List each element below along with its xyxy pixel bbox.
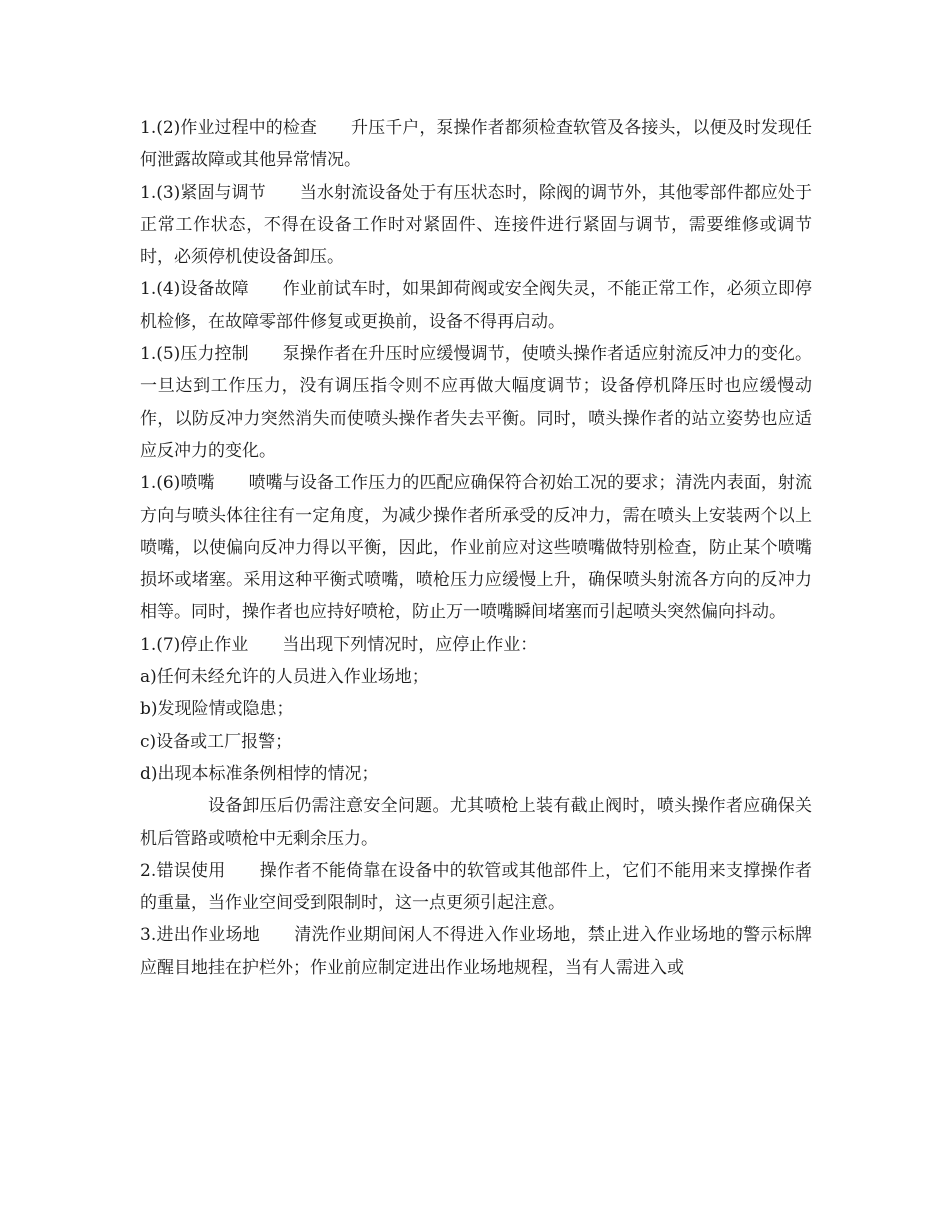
paragraph-heading: 1.(7)停止作业 xyxy=(140,634,249,655)
paragraph-fastening xyxy=(140,177,812,274)
paragraph-text: 作业前试车时，如果卸荷阀或安全阀失灵，不能正常工作，必须立即停机检修，在故障零部件修复或更换前，设备不得再启动。 xyxy=(140,279,813,332)
paragraph-text: 喷嘴与设备工作压力的匹配应确保符合初始工况的要求；清洗内表面，射流方向与喷头体往往有一定角度，为减少操作者所承受的反冲力，需在喷头上安装两个以上喷嘴，以使偏向反冲力得以平衡，因此，作业前应对这些喷嘴做特别检查，防止某个喷嘴损坏或堵塞。采用这种平衡式喷嘴，喷枪压力应缓慢上升，确保喷头射流各方向的反冲力相等。同时，操作者也应持好喷枪，防止万一喷嘴瞬间堵塞而引起喷头突然偏向抖动。 xyxy=(140,473,812,623)
paragraph-text: 当水射流设备处于有压状态时，除阀的调节外，其他零部件都应处于正常工作状态，不得在设备工作时对紧固件、连接件进行紧固与调节，需要维修或调节时，必须停机使设备卸压。 xyxy=(140,182,812,268)
section-text: 操作者不能倚靠在设备中的软管或其他部件上，它们不能用来支撑操作者的重量，当作业空间受到限制时，这一点更须引起注意。 xyxy=(140,860,812,914)
paragraph-heading: 1.(3)紧固与调节 xyxy=(140,182,266,203)
paragraph-note: 设备卸压后仍需注意安全问题。尤其喷枪上装有截止阀时，喷头操作者应确保关机后管路或喷枪中无剩余压力。 xyxy=(140,796,812,849)
list-item: d)出现本标准条例相悖的情况； xyxy=(140,763,379,784)
section-text: 清洗作业期间闲人不得进入作业场地，禁止进入作业场地的警示标牌应醒目地挂在护栏外；作业前应制定进出作业场地规程，当有人需进入或 xyxy=(140,925,812,978)
paragraph-heading: 1.(4)设备故障 xyxy=(140,279,249,300)
list-item: c)设备或工厂报警； xyxy=(140,731,293,752)
section-misuse xyxy=(140,855,812,920)
paragraph-text: 升压千户，泵操作者都须检查软管及各接头，以便及时发现任何泄露故障或其他异常情况。 xyxy=(140,118,812,171)
section-heading: 2.错误使用 xyxy=(140,860,226,881)
paragraph-nozzle xyxy=(140,467,812,628)
paragraph-text: 当出现下列情况时，应停止作业： xyxy=(282,634,538,655)
list-item: b)发现险情或隐患； xyxy=(140,699,294,720)
paragraph-stop-work xyxy=(140,629,812,661)
paragraph-inspection xyxy=(140,112,812,177)
paragraph-heading: 1.(2)作业过程中的检查 xyxy=(140,118,317,138)
paragraph-pressure-control xyxy=(140,338,812,467)
section-heading: 3.进出作业场地 xyxy=(140,925,261,946)
paragraph-equipment-failure xyxy=(140,273,812,338)
document-body xyxy=(140,112,812,984)
paragraph-heading: 1.(5)压力控制 xyxy=(140,344,249,365)
list-item: a)任何未经允许的人员进入作业场地； xyxy=(140,667,429,688)
paragraph-text: 泵操作者在升压时应缓慢调节，使喷头操作者适应射流反冲力的变化。一旦达到工作压力，没有调压指令则不应再做大幅度调节；设备停机降压时也应缓慢动作，以防反冲力突然消失而使喷头操作者失去平衡。同时，喷头操作者的站立姿势也应适应反冲力的变化。 xyxy=(140,344,813,461)
section-site-access xyxy=(140,919,812,984)
paragraph-heading: 1.(6)喷嘴 xyxy=(140,473,215,494)
